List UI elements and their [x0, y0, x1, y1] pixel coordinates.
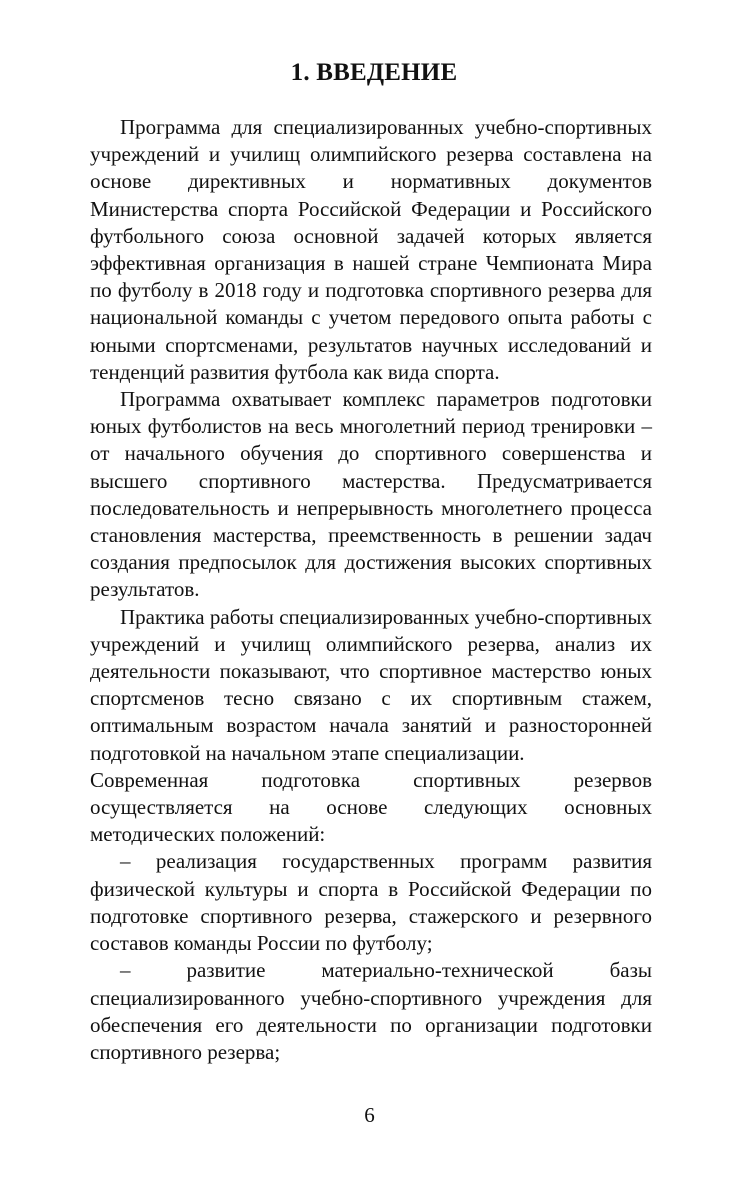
paragraph-methodical-positions: Современная подготовка спортивных резервов осуществляется на основе следующих основных методических положений: [90, 767, 652, 847]
paragraph-practice: Практика работы специализированных учебно-спортивных учреждений и училищ олимпийского резерва, анализ их деятельности показывают, что спортивное мастерство юных спортсменов тесно связано с их спортивным стажем, оптимальным возрастом начала занятий и разносторонней подготовкой на начальном этапе специализации. [90, 604, 652, 765]
page-number: 6 [364, 1103, 375, 1127]
paragraph-program-scope: Программа охватывает комплекс параметров подготовки юных футболистов на весь многолетний период тренировки – от начального обучения до спортивного совершенства и высшего спортивного мастерства. Предусматривается последовательность и непрерывность многолетнего процесса становления мастерства, преемственность в решении задач создания предпосылок для достижения высоких спортивных результатов. [90, 387, 652, 602]
page-body [90, 58, 652, 1066]
list-item-material-base: – развитие материально-технической базы специализированного учебно-спортивного учреждения для обеспечения его деятельности по организации подготовки спортивного резерва; [90, 958, 652, 1064]
paragraph-intro: Программа для специализированных учебно-спортивных учреждений и училищ олимпийского резерва составлена на основе директивных и нормативных документов Министерства спорта Российской Федерации и Российского футбольного союза основной задачей которых является эффективная организация в нашей стране Чемпионата Мира по футболу в 2018 году и подготовка спортивного резерва для национальной команды с учетом передового опыта работы с юными спортсменами, результатов научных исследований и тенденций развития футбола как вида спорта. [90, 115, 652, 384]
section-title: 1. ВВЕДЕНИЕ [290, 59, 458, 86]
list-item-state-programs: – реализация государственных программ развития физической культуры и спорта в Российской Федерации по подготовке спортивного резерва, стажерского и резервного составов команды России по футболу; [90, 849, 652, 956]
